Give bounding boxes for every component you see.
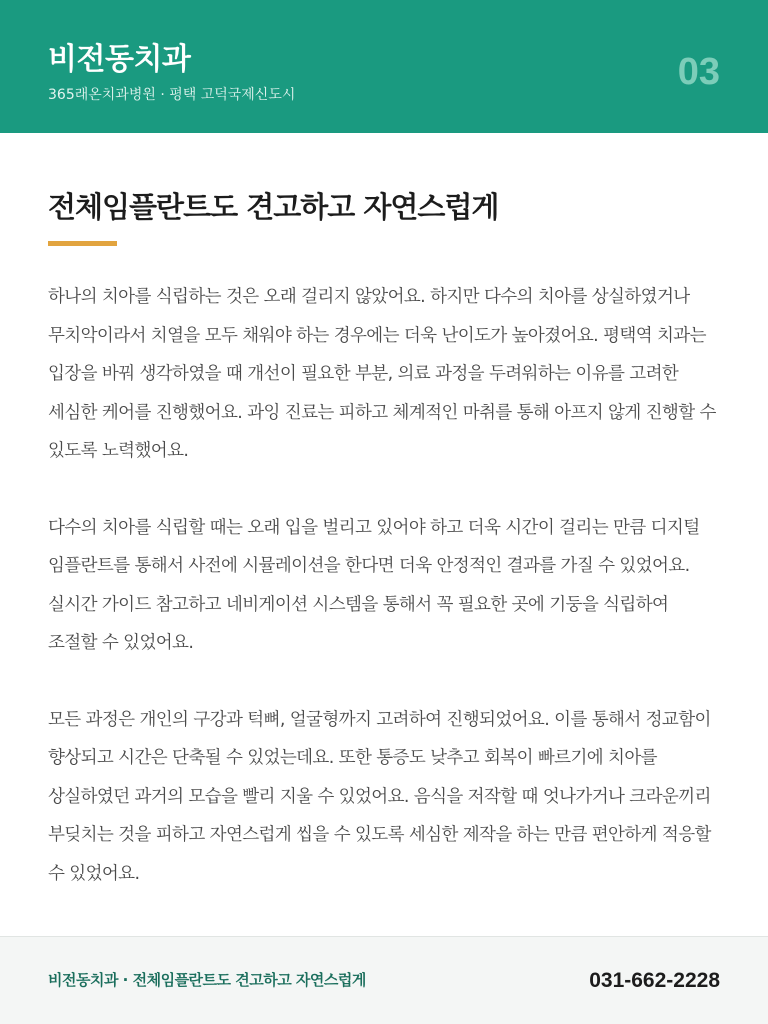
article-text [48, 278, 720, 931]
page-header [0, 0, 768, 133]
page-footer [0, 936, 768, 1024]
paragraph-2: 다수의 치아를 식립할 때는 오래 입을 벌리고 있어야 하고 더욱 시간이 걸리는 만큼 디지털 임플란트를 통해서 사전에 시뮬레이션을 한다면 더욱 안정적인 결과를 가질 수 있었어요. 실시간 가이드 참고하고 네비게이션 시스템을 통해서 꼭 필요한 곳에 기둥을 식립하여 조절할 수 있었어요. [48, 517, 700, 653]
article-heading: 전체임플란트도 견고하고 자연스럽게 [48, 190, 499, 224]
footer-caption: 비전동치과 · 전체임플란트도 견고하고 자연스럽게 [48, 971, 366, 989]
heading-accent-bar [48, 241, 117, 246]
page-number: 03 [677, 51, 720, 93]
paragraph-1: 하나의 치아를 식립하는 것은 오래 걸리지 않았어요. 하지만 다수의 치아를 상실하였거나 무치악이라서 치열을 모두 채워야 하는 경우에는 더욱 난이도가 높아졌어요. 평택역 치과는 입장을 바꿔 생각하였을 때 개선이 필요한 부분, 의료 과정을 두려워하는 이유를 고려한 세심한 케어를 진행했어요. 과잉 진료는 피하고 체계적인 마취를 통해 아프지 않게 진행할 수 있도록 노력했어요. [48, 287, 716, 461]
footer-phone-number: 031-662-2228 [589, 969, 720, 992]
brand-subtitle: 365래온치과병원 · 평택 고덕국제신도시 [48, 87, 296, 103]
brand-title: 비전동치과 [48, 42, 191, 77]
article-body [0, 133, 768, 936]
paragraph-3: 모든 과정은 개인의 구강과 턱뼈, 얼굴형까지 고려하여 진행되었어요. 이를 통해서 정교함이 향상되고 시간은 단축될 수 있었는데요. 또한 통증도 낮추고 회복이 빠르기에 치아를 상실하였던 과거의 모습을 빨리 지울 수 있었어요. 음식을 저작할 때 엇나가거나 크라운끼리 부딪치는 것을 피하고 자연스럽게 씹을 수 있도록 세심한 제작을 하는 만큼 편안하게 적응할 수 있었어요. [48, 709, 711, 884]
